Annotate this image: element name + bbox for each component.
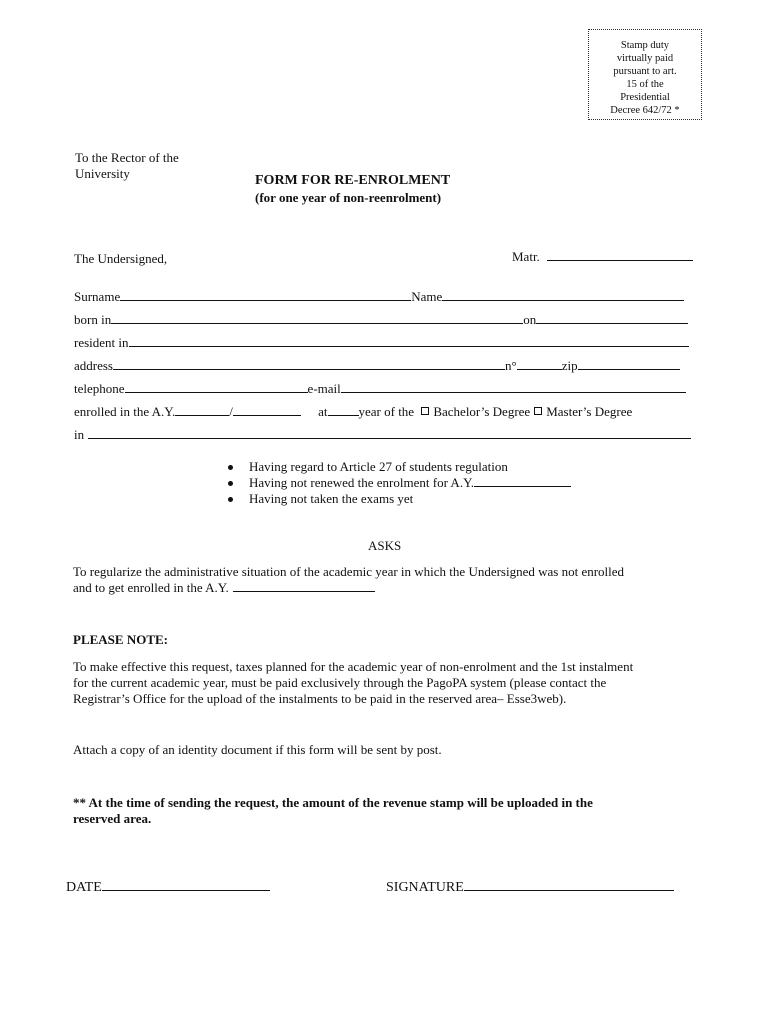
enrolled-ay-label: enrolled in the A.Y. bbox=[74, 404, 176, 419]
number-label: n° bbox=[505, 358, 517, 373]
asks-line-1: To regularize the administrative situation of the academic year in which the Undersigned was not enrolled bbox=[73, 564, 625, 579]
name-label: Name bbox=[411, 289, 443, 304]
stamp-line-2: virtually paid bbox=[616, 53, 674, 64]
resident-in-label: resident in bbox=[74, 335, 129, 350]
telephone-label: telephone bbox=[74, 381, 125, 396]
year-line[interactable] bbox=[328, 404, 359, 416]
stamp-note-line-2: reserved area. bbox=[73, 811, 152, 826]
signature-field bbox=[386, 879, 674, 896]
matr-field[interactable] bbox=[512, 249, 693, 265]
master-checkbox[interactable] bbox=[534, 407, 542, 415]
email-line[interactable] bbox=[341, 381, 686, 393]
name-line[interactable] bbox=[442, 289, 684, 301]
condition-3: Having not taken the exams yet bbox=[249, 491, 414, 506]
note-line-1: To make effective this request, taxes planned for the academic year of non-enrolment and the 1st instalment bbox=[73, 659, 634, 674]
condition-2 bbox=[249, 475, 571, 491]
date-field bbox=[66, 879, 270, 896]
matr-label: Matr. bbox=[512, 249, 540, 264]
stamp-line-1: Stamp duty bbox=[620, 40, 670, 51]
born-in-line[interactable] bbox=[111, 312, 523, 324]
bullet-icon bbox=[228, 481, 233, 486]
note-line-2: for the current academic year, must be paid exclusively through the PagoPA system (please contact the bbox=[73, 675, 607, 690]
signature-label: SIGNATURE bbox=[386, 880, 464, 895]
bullet-icon bbox=[228, 497, 233, 502]
note-line-3: Registrar’s Office for the upload of the instalments to be paid in the reserved area– Esse3web). bbox=[73, 691, 567, 706]
condition-2-text: Having not renewed the enrolment for A.Y. bbox=[249, 475, 475, 490]
form-subtitle: (for one year of non-reenrolment) bbox=[255, 190, 442, 205]
signature-line[interactable] bbox=[464, 879, 674, 891]
stamp-line-3: pursuant to art. bbox=[613, 66, 677, 77]
birth-row bbox=[74, 312, 688, 328]
stamp-duty-box bbox=[588, 29, 702, 120]
address-line[interactable] bbox=[113, 358, 505, 370]
address-row bbox=[74, 358, 680, 374]
stamp-line-4: 15 of the bbox=[626, 79, 664, 90]
matr-line[interactable] bbox=[547, 249, 693, 261]
undersigned-label: The Undersigned, bbox=[74, 251, 168, 266]
asks-line-2-text: and to get enrolled in the A.Y. bbox=[73, 580, 229, 595]
telephone-line[interactable] bbox=[125, 381, 308, 393]
surname-name-row bbox=[74, 289, 684, 305]
condition-1: Having regard to Article 27 of students regulation bbox=[249, 459, 508, 474]
email-label: e-mail bbox=[307, 381, 341, 396]
master-label: Master’s Degree bbox=[546, 404, 633, 419]
on-label: on bbox=[523, 312, 537, 327]
at-label: at bbox=[318, 404, 328, 419]
resident-row bbox=[74, 335, 689, 351]
birth-date-line[interactable] bbox=[536, 312, 688, 324]
renewal-ay-line[interactable] bbox=[474, 475, 571, 487]
course-line[interactable] bbox=[88, 427, 691, 439]
contact-row bbox=[74, 381, 686, 397]
bullet-icon bbox=[228, 465, 233, 470]
new-ay-line[interactable] bbox=[233, 580, 375, 592]
address-label: address bbox=[74, 358, 113, 373]
surname-line[interactable] bbox=[120, 289, 411, 301]
attach-note: Attach a copy of an identity document if this form will be sent by post. bbox=[73, 742, 442, 757]
born-in-label: born in bbox=[74, 312, 112, 327]
ay-slash: / bbox=[229, 404, 233, 419]
form-title: FORM FOR RE-ENROLMENT bbox=[255, 173, 451, 188]
bachelor-checkbox[interactable] bbox=[421, 407, 429, 415]
bachelor-label: Bachelor’s Degree bbox=[433, 404, 531, 419]
surname-label: Surname bbox=[74, 289, 121, 304]
course-row bbox=[74, 427, 691, 443]
stamp-line-5: Presidential bbox=[620, 92, 670, 103]
ay-end-line[interactable] bbox=[233, 404, 301, 416]
resident-in-line[interactable] bbox=[129, 335, 689, 347]
note-heading: PLEASE NOTE: bbox=[73, 632, 168, 647]
date-label: DATE bbox=[66, 880, 102, 895]
zip-label: zip bbox=[561, 358, 578, 373]
year-of-the-label: year of the bbox=[358, 404, 415, 419]
enrolment-row bbox=[74, 404, 632, 420]
addressee-line-1: To the Rector of the bbox=[75, 150, 179, 165]
stamp-note-line-1: ** At the time of sending the request, the amount of the revenue stamp will be uploaded in the bbox=[73, 795, 593, 810]
date-line[interactable] bbox=[102, 879, 270, 891]
ay-start-line[interactable] bbox=[175, 404, 229, 416]
addressee-line-2: University bbox=[75, 166, 130, 181]
stamp-line-6: Decree 642/72 * bbox=[610, 105, 680, 116]
zip-line[interactable] bbox=[578, 358, 680, 370]
number-line[interactable] bbox=[517, 358, 562, 370]
asks-heading: ASKS bbox=[368, 538, 402, 553]
in-label: in bbox=[74, 427, 85, 442]
asks-line-2 bbox=[73, 580, 375, 596]
